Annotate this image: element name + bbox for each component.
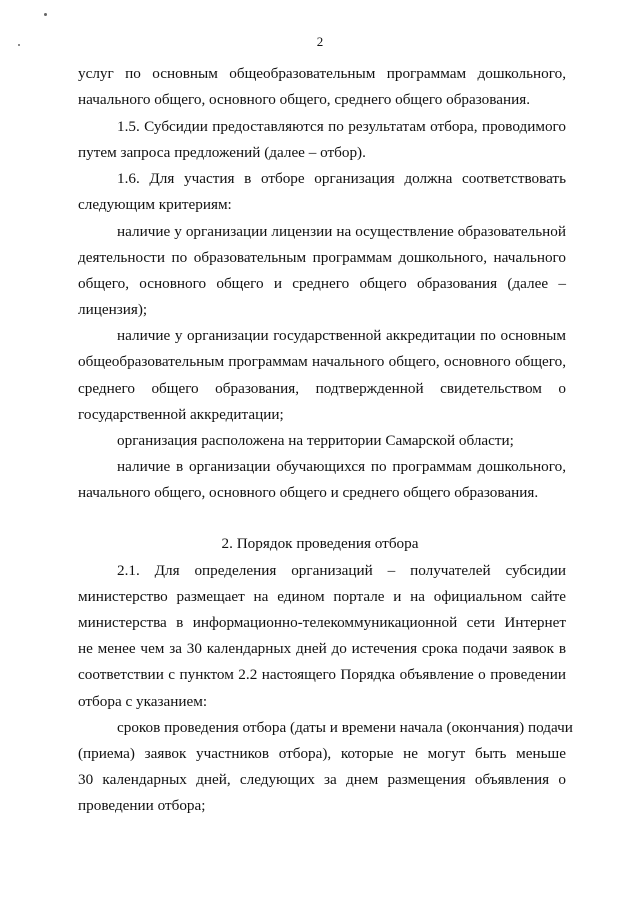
text-line: следующим критериям: [78, 196, 232, 213]
text-line: наличие у организации государственной аккредитации по основным [117, 327, 566, 344]
text-line: не менее чем за 30 календарных дней до истечения срока подачи заявок в [78, 640, 566, 657]
text-line: 1.5. Субсидии предоставляются по результатам отбора, проводимого [117, 118, 566, 135]
text-line: 1.6. Для участия в отборе организация должна соответствовать [117, 170, 566, 187]
text-line: соответствии с пунктом 2.2 настоящего Порядка объявление о проведении [78, 666, 566, 683]
section-heading: 2. Порядок проведения отбора [221, 535, 419, 552]
text-line: услуг по основным общеобразовательным программам дошкольного, [78, 65, 566, 82]
text-line: отбора с указанием: [78, 693, 208, 710]
text-line: наличие в организации обучающихся по программам дошкольного, [117, 458, 566, 475]
text-line: общего, основного общего и среднего общего образования (далее – [78, 275, 566, 292]
text-line: государственной аккредитации; [78, 406, 284, 423]
text-line: начального общего, основного общего и среднего общего образования. [78, 484, 539, 501]
text-line: начального общего, основного общего, среднего общего образования. [78, 91, 531, 108]
text-line: организация расположена на территории Самарской области; [117, 432, 514, 449]
text-line: деятельности по образовательным программам дошкольного, начального [78, 249, 566, 266]
text-line: путем запроса предложений (далее – отбор). [78, 144, 366, 161]
text-line: сроков проведения отбора (даты и времени начала (окончания) подачи [117, 719, 573, 736]
text-line: общеобразовательным программам начального общего, основного общего, [78, 353, 566, 370]
page-number: 2 [316, 34, 324, 49]
text-line: лицензия); [78, 301, 148, 318]
text-line: среднего общего образования, подтвержденной свидетельством о [78, 380, 566, 397]
text-line: 2.1. Для определения организаций – получателей субсидии [117, 562, 566, 579]
text-line: (приема) заявок участников отбора), которые не могут быть меньше [78, 745, 566, 762]
text-line: министерство размещает на едином портале и на официальном сайте [78, 588, 566, 605]
text-line: 30 календарных дней, следующих за днем размещения объявления о [78, 771, 566, 788]
text-line: наличие у организации лицензии на осуществление образовательной [117, 223, 566, 240]
scan-speck [44, 13, 47, 16]
text-line: проведении отбора; [78, 797, 206, 814]
text-line: министерства в информационно-телекоммуникационной сети Интернет [78, 614, 566, 631]
